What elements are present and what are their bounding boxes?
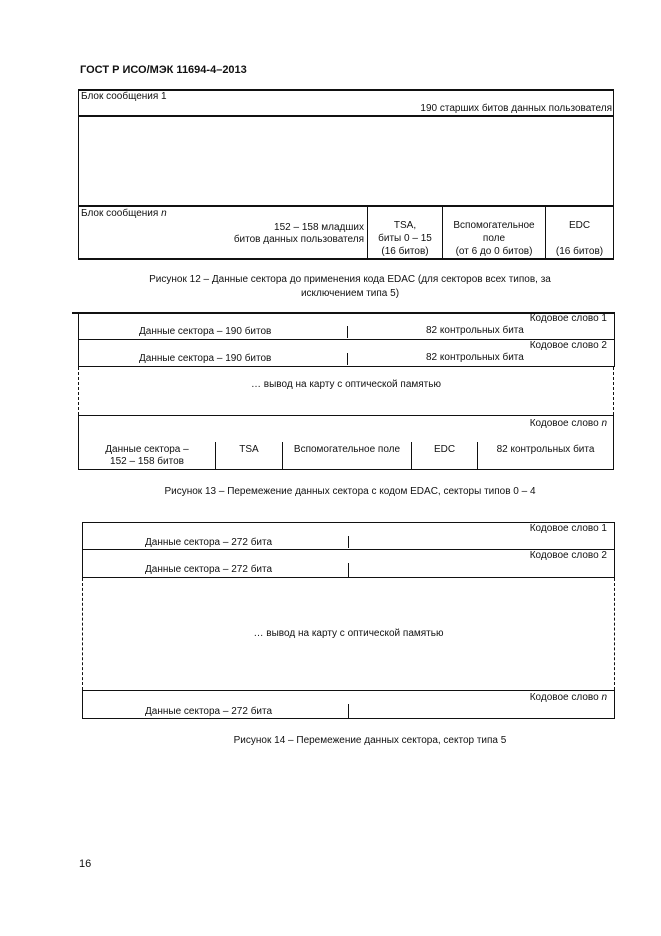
document-header: ГОСТ Р ИСО/МЭК 11694-4–2013	[80, 64, 247, 76]
codeword-1-data: Данные сектора – 272 бита	[145, 537, 273, 548]
codeword-1-label: Кодовое слово 1	[529, 523, 607, 534]
last-cell-data: Данные сектора –	[105, 444, 189, 455]
codeword-1-label: Кодовое слово 1	[529, 313, 607, 324]
cell-lsb-data: битов данных пользователя	[233, 234, 364, 245]
last-cell-data: 152 – 158 битов	[110, 456, 184, 467]
codeword-2-check: 82 контрольных бита	[426, 352, 524, 363]
cell-edc: EDC	[568, 220, 591, 231]
cell-aux-field: поле	[482, 233, 506, 244]
cell-tsa: биты 0 – 15	[378, 233, 432, 244]
codeword-2-data: Данные сектора – 190 битов	[139, 353, 272, 364]
codeword-1-data: Данные сектора – 190 битов	[139, 326, 272, 337]
cell-edc: (16 битов)	[555, 246, 604, 257]
message-block-1-desc: 190 старших битов данных пользователя	[420, 103, 612, 114]
codeword-n-label: Кодовое слово n	[529, 692, 607, 703]
codeword-n-label: Кодовое слово n	[529, 418, 607, 429]
last-cell-aux: Вспомогательное поле	[293, 444, 401, 455]
last-cell-check: 82 контрольных бита	[496, 444, 595, 455]
message-block-n-label: Блок сообщения n	[81, 208, 167, 219]
codeword-1-check: 82 контрольных бита	[426, 325, 524, 336]
cell-aux-field: Вспомогательное	[453, 220, 535, 231]
last-cell-edc: EDC	[433, 444, 456, 455]
codeword-n-data: Данные сектора – 272 бита	[145, 706, 273, 717]
figure-12-caption: исключением типа 5)	[300, 288, 400, 299]
last-cell-tsa: TSA	[239, 444, 259, 455]
figure-14-caption: Рисунок 14 – Перемежение данных сектора, сектор типа 5	[233, 735, 507, 746]
cell-tsa: TSA,	[393, 220, 417, 231]
cell-tsa: (16 битов)	[381, 246, 429, 257]
message-block-1-label: Блок сообщения 1	[81, 91, 167, 102]
figure-13-caption: Рисунок 13 – Перемежение данных сектора с кодом EDAC, секторы типов 0 – 4	[164, 486, 536, 497]
output-to-card-text: … вывод на карту с оптической памятью	[251, 379, 441, 390]
output-to-card-text: … вывод на карту с оптической памятью	[253, 628, 444, 639]
cell-aux-field: (от 6 до 0 битов)	[455, 246, 533, 257]
page-number: 16	[79, 858, 92, 870]
codeword-2-label: Кодовое слово 2	[529, 340, 607, 351]
cell-lsb-data: 152 – 158 младших	[274, 222, 364, 233]
figure-12-caption: Рисунок 12 – Данные сектора до применения кода EDAC (для секторов всех типов, за	[149, 274, 551, 285]
codeword-2-data: Данные сектора – 272 бита	[145, 564, 273, 575]
codeword-2-label: Кодовое слово 2	[529, 550, 607, 561]
